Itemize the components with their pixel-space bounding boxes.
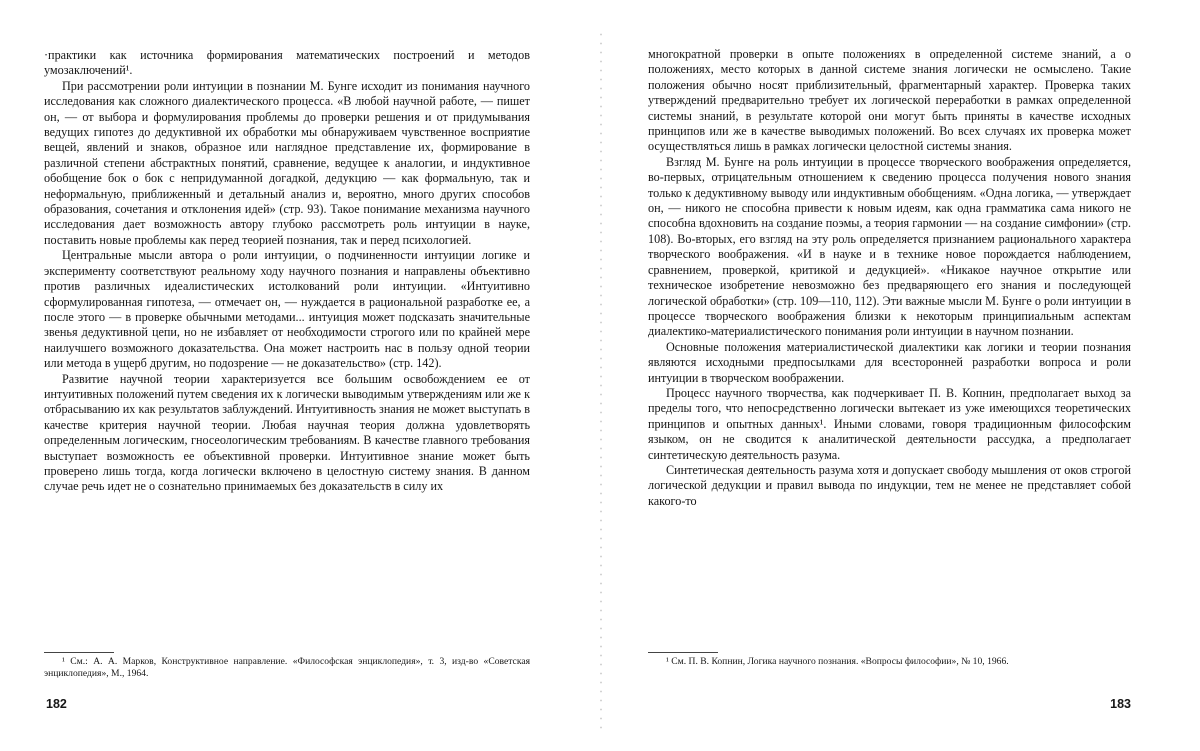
right-page xyxy=(648,0,1131,751)
page-number: 182 xyxy=(46,697,67,711)
footnote-rule xyxy=(648,652,718,653)
paragraph: При рассмотрении роли интуиции в познании М. Бунге исходит из понимания научного исследования как сложного диалектического процесса. «В любой научной работе, — пишет он, — от выбора и формулирования проблемы до проверки решения и от придумывания ведущих гипотез до дедуктивной их обработки мы обнаруживаем чувственное восприятие вещей, явлений и знаков, образное или наглядное представление их, формирование в различной степени абстрактных понятий, сравнение, ведущее к аналогии, и индуктивное обобщение бок о бок с непридуманной догадкой, дедукцию — как формальную, так и неформальную, приближенный и детальный анализ и, вероятно, много других способов образования, сочетания и отклонения идей» (стр. 93). Такое понимание механизма научного исследования дает возможность автору глубоко рассмотреть роль интуиции в науке, поставить новые проблемы как перед теорией познания, так и перед психологией. xyxy=(44,78,530,247)
left-page-body xyxy=(44,48,530,495)
footnote: ¹ См.: А. А. Марков, Конструктивное направление. «Философская энциклопедия», т. 3, изд-во «Советская энциклопедия», М., 1964. xyxy=(44,656,530,679)
page-number: 183 xyxy=(1110,697,1131,711)
paragraph: Центральные мысли автора о роли интуиции, о подчиненности интуиции логике и эксперименту соответствуют реальному ходу научного познания и направлены объективно против различных идеалистических истолкований роли интуиции. «Интуитивно сформулированная гипотеза, — отмечает он, — нуждается в рациональной разработке ее, а после этого — в проверке обычными методами... интуиция может подсказать значительные звенья дедуктивной цепи, но не избавляет от необходимости строгого или по крайней мере наилучшего возможного доказательства. Она может настроить нас в пользу одной теории или метода в ущерб другим, но подозрение — не доказательство» (стр. 142). xyxy=(44,248,530,371)
paragraph: Основные положения материалистической диалектики как логики и теории познания являются исходными предпосылками для всесторонней разработки вопроса и роли интуиции в творческом воображении. xyxy=(648,339,1131,385)
paragraph: Процесс научного творчества, как подчеркивает П. В. Копнин, предполагает выход за пределы того, что непосредственно логически вытекает из уже имеющихся теоретических принципов и опытных данных¹. Иными словами, говоря традиционным философским языком, он не сводится к аналитической деятельности рассудка, а предполагает синтетическую деятельность разума. xyxy=(648,385,1131,462)
paragraph: многократной проверки в опыте положениях в определенной системе знаний, а о положениях, место которых в данной системе знания логически не осмыслено. Такие положения обычно носят приблизительный, фрагментарный характер. Проверка таких утверждений предварительно требует их логической переработки в рамках определенной системы знаний, в результате которой они могут быть приняты в качестве исходных принципов или же в качестве выводимых положений. Во всех случаях их проверка может осуществляться лишь в рамках логически целостной системы знания. xyxy=(648,47,1131,154)
footnote-rule xyxy=(44,652,114,653)
left-page xyxy=(44,0,530,751)
gutter-fold xyxy=(598,30,604,730)
paragraph: ·практики как источника формирования математических построений и методов умозаключений¹. xyxy=(44,48,530,78)
right-page-body xyxy=(648,47,1131,509)
paragraph: Взгляд М. Бунге на роль интуиции в процессе творческого воображения определяется, во-первых, отрицательным отношением к сведению процесса получения нового знания только к дедуктивному выводу или индуктивным обобщениям. «Одна логика, — утверждает он, — никого не способна привести к новым идеям, как одна грамматика сама никого не способна вдохновить на создание поэмы, а теория гармонии — на создание симфонии» (стр. 108). Во-вторых, его взгляд на эту роль определяется признанием рационального характера творческого воображения. «И в науке и в технике новое порождается наблюдением, сравнением, проверкой, критикой и дедукцией». «Никакое научное открытие или техническое изобретение невозможно без предваряющего его знания и последующей логической обработки» (стр. 109—110, 112). Эти важные мысли М. Бунге о роли интуиции в процессе творческого воображения близки к некоторым принципиальным аспектам диалектико-материалистического понимания роли интуиции в научном познании. xyxy=(648,154,1131,339)
paragraph: Синтетическая деятельность разума хотя и допускает свободу мышления от оков строгой логической дедукции и правил вывода по индукции, тем не менее не представляет собой какого-то xyxy=(648,462,1131,508)
footnote: ¹ См. П. В. Копнин, Логика научного познания. «Вопросы философии», № 10, 1966. xyxy=(666,656,1009,667)
paragraph: Развитие научной теории характеризуется все большим освобождением ее от интуитивных положений путем сведения их к логически выводимым утверждениям или же к отбрасыванию их как результатов заблуждений. Интуитивность знания не может выступать в качестве критерия научной теории. Любая научная теория должна удовлетворять определенным логическим, гносеологическим требованиям. В качестве главного требования выступает возможность ее объективной проверки. Интуитивное знание может быть проверено лишь тогда, когда логически включено в целостную систему знания. В данном случае речь идет не о сознательно принимаемых без доказательств в силу их xyxy=(44,371,530,494)
